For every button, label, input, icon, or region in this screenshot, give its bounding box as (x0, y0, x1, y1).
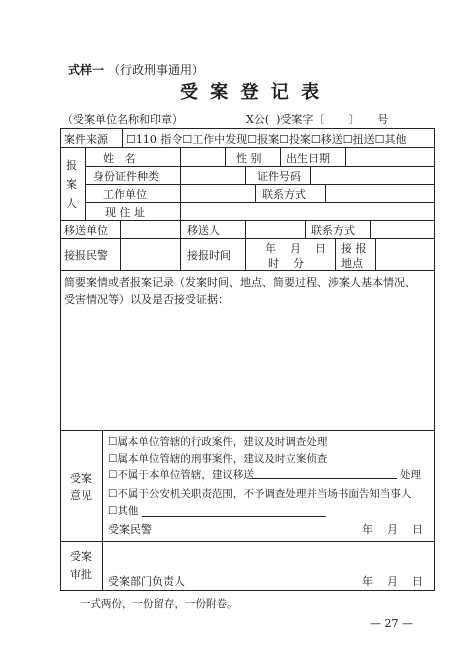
case-source-label: 案件来源 (64, 133, 108, 146)
transfer-unit-field[interactable] (121, 221, 179, 237)
transfer-person-label: 移送人 (187, 224, 220, 237)
receipt-place-label-1: 接 报 (341, 242, 367, 255)
reporter-contact-field[interactable] (326, 185, 434, 201)
summary-instruction-line-1: 简要案情或者报案记录（发案时间、地点、简要过程、涉案人基本情况、 (64, 276, 416, 289)
copies-note: 一式两份，一份留存，一份附卷。 (80, 598, 238, 610)
opinion-other-field[interactable] (142, 502, 326, 516)
sample-label: 式样一 (68, 63, 105, 77)
reporter-id-type-field[interactable] (181, 167, 244, 183)
opinion-officer-label: 受案民警 (108, 523, 152, 536)
reporter-id-number-field[interactable] (311, 167, 434, 183)
summary-text-area[interactable] (62, 307, 433, 429)
reporter-section-label-1: 报 (66, 159, 77, 172)
reporter-address-label: 现 住 址 (105, 206, 145, 219)
transfer-person-field[interactable] (246, 221, 304, 237)
document-number: X公( )受案字〔 〕 号 (246, 113, 389, 126)
opinion-date[interactable]: 年 月 日 (362, 523, 423, 536)
unit-name-placeholder: （受案单位名称和印章） (62, 113, 183, 126)
form-title: 受 案 登 记 表 (180, 82, 323, 103)
reporter-section-label-2: 案 (66, 178, 77, 191)
opinion-transfer-target-field[interactable] (252, 464, 397, 478)
reporter-employer-field[interactable] (181, 185, 254, 201)
reporter-name-label: 姓 名 (103, 152, 136, 165)
reporter-contact-label: 联系方式 (262, 188, 306, 201)
transfer-unit-label: 移送单位 (64, 224, 108, 237)
receipt-time-label: 接报时间 (187, 249, 231, 262)
approval-officer-label: 受案部门负责人 (108, 575, 185, 588)
opinion-label-1: 受案 (70, 472, 92, 485)
approval-date[interactable]: 年 月 日 (362, 575, 423, 588)
transfer-contact-label: 联系方式 (311, 224, 355, 237)
reporter-id-type-label: 身份证件种类 (93, 170, 159, 183)
receiving-officer-field[interactable] (121, 239, 179, 269)
reporter-id-number-label: 证件号码 (257, 170, 301, 183)
reporter-birth-field[interactable] (346, 148, 434, 165)
receipt-time-date[interactable]: 年 月 日 (265, 242, 326, 255)
opinion-option-outside-scope[interactable]: ☐不属于公安机关职责范围，不予调查处理并当场书面告知当事人 (108, 488, 412, 500)
approval-label-1: 受案 (70, 550, 92, 563)
receipt-place-label-2: 地点 (341, 257, 363, 270)
receipt-place-field[interactable] (376, 239, 434, 269)
opinion-option-criminal-case[interactable]: ☐属本单位管辖的刑事案件，建议及时立案侦查 (108, 453, 328, 465)
opinion-transfer-handle: 处理 (400, 469, 421, 481)
receipt-time-clock[interactable]: 时 分 (268, 257, 304, 270)
receiving-officer-label: 接报民警 (64, 249, 108, 262)
opinion-option-transfer[interactable]: ☐不属于本单位管辖，建议移送 (108, 469, 254, 481)
reporter-gender-label: 性 别 (236, 152, 262, 165)
reporter-address-field[interactable] (181, 203, 434, 219)
approval-label-2: 审批 (70, 568, 92, 581)
summary-instruction-line-2: 受害情况等）以及是否接受证据： (64, 293, 229, 306)
opinion-label-2: 意见 (70, 489, 92, 502)
reporter-employer-label: 工作单位 (103, 188, 147, 201)
reporter-birth-label: 出生日期 (286, 152, 330, 165)
transfer-contact-field[interactable] (371, 221, 434, 237)
opinion-option-other[interactable]: ☐其他 (108, 505, 139, 517)
opinion-option-admin-case[interactable]: ☐属本单位管辖的行政案件，建议及时调查处理 (108, 436, 328, 448)
page-number: — 27 — (370, 617, 413, 630)
reporter-section-label-3: 人 (66, 197, 77, 210)
reporter-name-field[interactable] (181, 148, 224, 165)
sample-note: （行政刑事通用） (108, 63, 205, 77)
case-source-options[interactable]: ☐110 指令☐工作中发现☐报案☐投案☐移送☐扭送☐其他 (126, 133, 407, 146)
